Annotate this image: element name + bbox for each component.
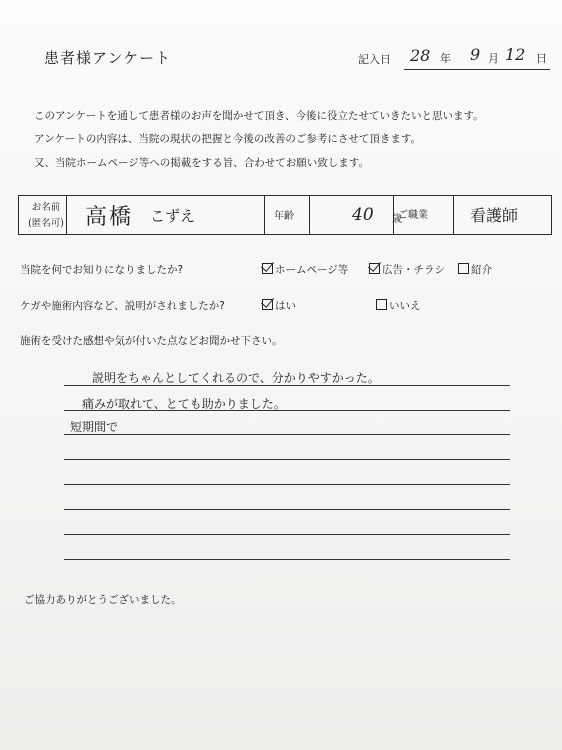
- name-anonymous-label: (匿名可): [28, 218, 64, 229]
- option-no-label: いいえ: [389, 300, 421, 312]
- thank-you-message: ご協力ありがとうございました。: [24, 594, 182, 606]
- date-year: 28: [410, 46, 431, 65]
- answer-line: [64, 509, 510, 510]
- date-day-unit: 日: [536, 52, 547, 65]
- answer-line: [64, 484, 510, 485]
- checkbox-homepage[interactable]: [262, 263, 273, 274]
- checkbox-referral[interactable]: [458, 263, 469, 274]
- occupation-value: 看護師: [470, 206, 519, 225]
- date-label: 記入日: [358, 53, 391, 66]
- checkbox-no[interactable]: [376, 299, 387, 310]
- option-homepage[interactable]: [262, 262, 348, 277]
- checkbox-yes[interactable]: [262, 299, 273, 310]
- name-value: 高橋: [85, 205, 134, 230]
- age-unit: 歳: [392, 214, 402, 225]
- comment-line-2: 痛みが取れて、とても助かりました。: [82, 397, 286, 411]
- date-year-unit: 年: [440, 52, 451, 65]
- option-ad-flyer-label: 広告・チラシ: [382, 264, 445, 276]
- occupation-label: ご職業: [398, 210, 428, 221]
- option-no[interactable]: [376, 298, 421, 313]
- info-divider: [264, 196, 265, 234]
- date-underline: [404, 69, 550, 70]
- name-label: お名前: [31, 202, 61, 213]
- answer-line: [64, 559, 510, 560]
- option-referral-label: 紹介: [471, 264, 492, 276]
- survey-title: 患者様アンケート: [44, 49, 172, 67]
- option-yes[interactable]: [262, 298, 296, 313]
- comment-line-1: 説明をちゃんとしてくれるので、分かりやすかった。: [92, 371, 380, 385]
- date-month-unit: 月: [488, 52, 499, 65]
- age-label: 年齢: [274, 211, 294, 222]
- option-referral[interactable]: [458, 262, 492, 277]
- intro-line-3: 又、当院ホームページ等への掲載をする旨、合わせてお願い致します。: [34, 157, 369, 169]
- date-day: 12: [505, 45, 526, 64]
- answer-line: [64, 434, 510, 435]
- question-explanation: ケガや施術内容など、説明がされましたか?: [20, 300, 225, 312]
- question-impressions: 施術を受けた感想や気が付いた点などお聞かせ下さい。: [20, 335, 283, 347]
- option-yes-label: はい: [275, 300, 296, 312]
- info-divider: [66, 196, 67, 234]
- comment-line-3: 短期間で: [70, 420, 119, 434]
- name-label-group: [28, 200, 64, 232]
- intro-line-1: このアンケートを通して患者様のお声を聞かせて頂き、今後に役立たせていきたいと思います。: [34, 110, 484, 122]
- option-ad-flyer[interactable]: [369, 262, 445, 277]
- info-divider: [309, 196, 310, 234]
- checkbox-ad-flyer[interactable]: [369, 263, 380, 274]
- date-month: 9: [470, 45, 481, 64]
- intro-line-2: アンケートの内容は、当院の現状の把握と今後の改善のご参考にさせて頂きます。: [34, 133, 422, 145]
- name-kana-value: こずえ: [150, 207, 196, 225]
- answer-line: [64, 459, 510, 460]
- age-value: 40: [352, 205, 374, 225]
- question-how-found: 当院を何でお知りになりましたか?: [20, 264, 184, 276]
- info-divider: [453, 196, 454, 234]
- option-homepage-label: ホームページ等: [275, 264, 349, 276]
- answer-line: [64, 534, 510, 535]
